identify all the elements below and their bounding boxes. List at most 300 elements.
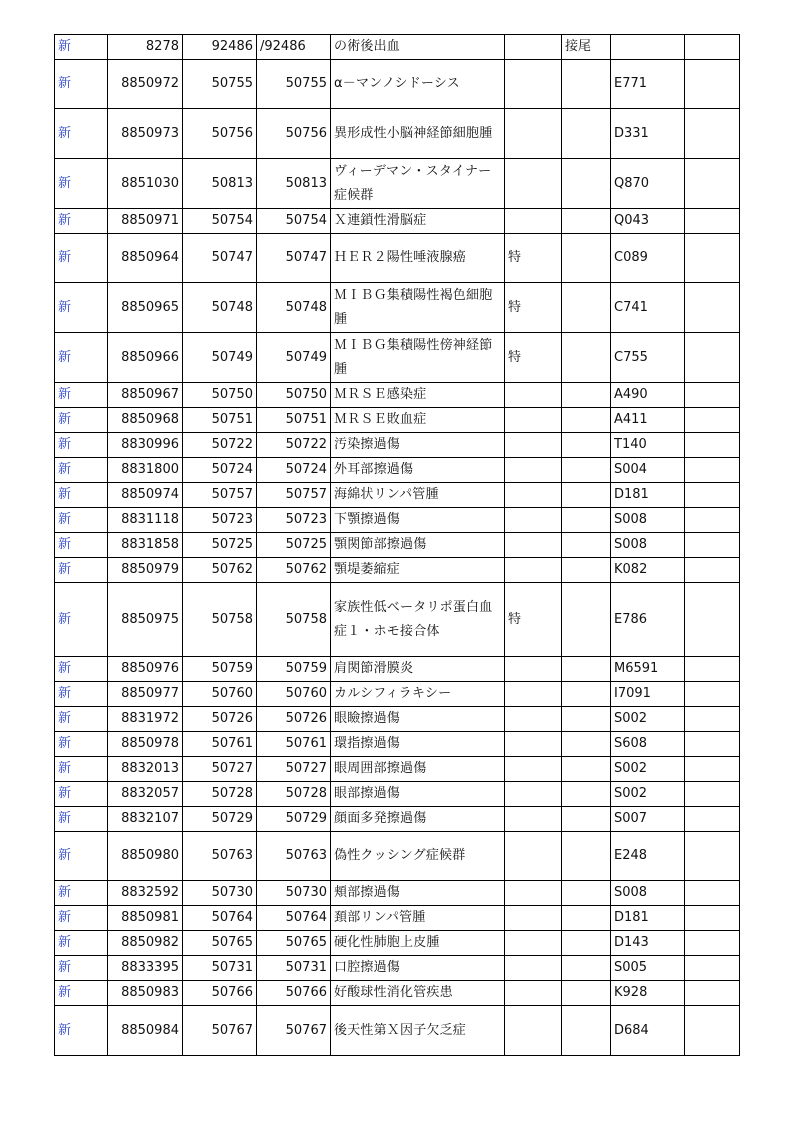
extra-cell [685, 458, 740, 483]
table-row [55, 583, 740, 657]
disease-name-cell: 下顎擦過傷 [331, 508, 505, 533]
icd-code-cell: I7091 [611, 682, 685, 707]
id1-cell: 50728 [183, 782, 257, 807]
extra-cell [685, 881, 740, 906]
disease-name-cell: 眼瞼擦過傷 [331, 707, 505, 732]
table-row [55, 383, 740, 408]
id1-cell: 50762 [183, 558, 257, 583]
icd-code-cell: D181 [611, 906, 685, 931]
flag-cell: 新 [55, 209, 108, 234]
code-cell: 8850979 [108, 558, 183, 583]
table-row [55, 333, 740, 383]
icd-code-cell [611, 35, 685, 60]
id1-cell: 50757 [183, 483, 257, 508]
type-cell [562, 558, 611, 583]
icd-code-cell: D181 [611, 483, 685, 508]
table-row [55, 931, 740, 956]
id2-cell: 50755 [257, 60, 331, 109]
table-row [55, 832, 740, 881]
table-row [55, 558, 740, 583]
disease-name-cell: 外耳部擦過傷 [331, 458, 505, 483]
flag-cell: 新 [55, 682, 108, 707]
extra-cell [685, 682, 740, 707]
special-flag-cell [505, 657, 562, 682]
id1-cell: 50766 [183, 981, 257, 1006]
flag-cell: 新 [55, 283, 108, 333]
table-row [55, 881, 740, 906]
flag-cell: 新 [55, 458, 108, 483]
disease-name-cell: ＭＲＳＥ敗血症 [331, 408, 505, 433]
disease-name-cell: 頬部擦過傷 [331, 881, 505, 906]
icd-code-cell: E248 [611, 832, 685, 881]
id1-cell: 50748 [183, 283, 257, 333]
special-flag-cell [505, 35, 562, 60]
disease-name-cell: 頚部リンパ管腫 [331, 906, 505, 931]
icd-code-cell: E786 [611, 583, 685, 657]
extra-cell [685, 383, 740, 408]
type-cell [562, 931, 611, 956]
table-row [55, 782, 740, 807]
id1-cell: 50726 [183, 707, 257, 732]
icd-code-cell: Q043 [611, 209, 685, 234]
special-flag-cell [505, 981, 562, 1006]
disease-name-cell: 異形成性小脳神経節細胞腫 [331, 109, 505, 159]
extra-cell [685, 558, 740, 583]
special-flag-cell [505, 956, 562, 981]
type-cell [562, 383, 611, 408]
extra-cell [685, 35, 740, 60]
disease-name-cell: ＨＥＲ２陽性唾液腺癌 [331, 234, 505, 283]
special-flag-cell [505, 682, 562, 707]
flag-cell: 新 [55, 707, 108, 732]
id1-cell: 50730 [183, 881, 257, 906]
icd-code-cell: S008 [611, 508, 685, 533]
id2-cell: 50726 [257, 707, 331, 732]
id2-cell: 50756 [257, 109, 331, 159]
extra-cell [685, 508, 740, 533]
id2-cell: 50754 [257, 209, 331, 234]
id2-cell: 50727 [257, 757, 331, 782]
extra-cell [685, 981, 740, 1006]
special-flag-cell [505, 159, 562, 209]
disease-code-table [54, 34, 740, 1056]
flag-cell: 新 [55, 234, 108, 283]
code-cell: 8850965 [108, 283, 183, 333]
id1-cell: 50750 [183, 383, 257, 408]
disease-name-cell: ヴィーデマン・スタイナー症候群 [331, 159, 505, 209]
extra-cell [685, 956, 740, 981]
disease-name-cell: 家族性低ベータリポ蛋白血症１・ホモ接合体 [331, 583, 505, 657]
extra-cell [685, 782, 740, 807]
type-cell [562, 707, 611, 732]
icd-code-cell: C755 [611, 333, 685, 383]
code-cell: 8830996 [108, 433, 183, 458]
special-flag-cell [505, 483, 562, 508]
code-cell: 8833395 [108, 956, 183, 981]
type-cell [562, 159, 611, 209]
special-flag-cell [505, 707, 562, 732]
special-flag-cell: 特 [505, 234, 562, 283]
special-flag-cell [505, 757, 562, 782]
disease-name-cell: カルシフィラキシー [331, 682, 505, 707]
flag-cell: 新 [55, 483, 108, 508]
id2-cell: 50758 [257, 583, 331, 657]
code-cell: 8831800 [108, 458, 183, 483]
id2-cell: 50751 [257, 408, 331, 433]
id1-cell: 50756 [183, 109, 257, 159]
extra-cell [685, 408, 740, 433]
id1-cell: 50729 [183, 807, 257, 832]
id1-cell: 50747 [183, 234, 257, 283]
id1-cell: 50754 [183, 209, 257, 234]
type-cell [562, 234, 611, 283]
id1-cell: 50758 [183, 583, 257, 657]
flag-cell: 新 [55, 657, 108, 682]
icd-code-cell: K928 [611, 981, 685, 1006]
type-cell [562, 832, 611, 881]
icd-code-cell: S007 [611, 807, 685, 832]
disease-name-cell: 顔面多発擦過傷 [331, 807, 505, 832]
flag-cell: 新 [55, 583, 108, 657]
special-flag-cell [505, 533, 562, 558]
id1-cell: 50760 [183, 682, 257, 707]
icd-code-cell: S608 [611, 732, 685, 757]
extra-cell [685, 732, 740, 757]
type-cell [562, 283, 611, 333]
flag-cell: 新 [55, 782, 108, 807]
type-cell [562, 906, 611, 931]
id1-cell: 50761 [183, 732, 257, 757]
disease-name-cell: 眼部擦過傷 [331, 782, 505, 807]
flag-cell: 新 [55, 931, 108, 956]
code-cell: 8851030 [108, 159, 183, 209]
type-cell [562, 732, 611, 757]
icd-code-cell: C741 [611, 283, 685, 333]
disease-name-cell: の術後出血 [331, 35, 505, 60]
disease-name-cell: 環指擦過傷 [331, 732, 505, 757]
flag-cell: 新 [55, 732, 108, 757]
id1-cell: 50813 [183, 159, 257, 209]
special-flag-cell [505, 782, 562, 807]
type-cell [562, 1006, 611, 1056]
table-row [55, 60, 740, 109]
type-cell [562, 483, 611, 508]
icd-code-cell: M6591 [611, 657, 685, 682]
type-cell [562, 583, 611, 657]
icd-code-cell: A411 [611, 408, 685, 433]
disease-name-cell: ＭＩＢＧ集積陽性褐色細胞腫 [331, 283, 505, 333]
code-cell: 8850966 [108, 333, 183, 383]
id2-cell: 50761 [257, 732, 331, 757]
flag-cell: 新 [55, 881, 108, 906]
id1-cell: 50723 [183, 508, 257, 533]
icd-code-cell: K082 [611, 558, 685, 583]
code-cell: 8850967 [108, 383, 183, 408]
id2-cell: 50731 [257, 956, 331, 981]
table-row [55, 807, 740, 832]
extra-cell [685, 807, 740, 832]
icd-code-cell: D143 [611, 931, 685, 956]
special-flag-cell: 特 [505, 283, 562, 333]
extra-cell [685, 209, 740, 234]
disease-name-cell: ＭＩＢＧ集積陽性傍神経節腫 [331, 333, 505, 383]
id2-cell: /92486 [257, 35, 331, 60]
table-row [55, 707, 740, 732]
flag-cell: 新 [55, 956, 108, 981]
code-cell: 8850981 [108, 906, 183, 931]
id1-cell: 50727 [183, 757, 257, 782]
table-row [55, 483, 740, 508]
extra-cell [685, 159, 740, 209]
code-cell: 8831858 [108, 533, 183, 558]
code-cell: 8850978 [108, 732, 183, 757]
special-flag-cell [505, 458, 562, 483]
type-cell [562, 458, 611, 483]
id1-cell: 92486 [183, 35, 257, 60]
disease-name-cell: α－マンノシドーシス [331, 60, 505, 109]
code-cell: 8850974 [108, 483, 183, 508]
id1-cell: 50731 [183, 956, 257, 981]
id2-cell: 50762 [257, 558, 331, 583]
table-row [55, 433, 740, 458]
disease-name-cell: ＭＲＳＥ感染症 [331, 383, 505, 408]
id2-cell: 50764 [257, 906, 331, 931]
icd-code-cell: S008 [611, 881, 685, 906]
extra-cell [685, 1006, 740, 1056]
table-row [55, 508, 740, 533]
type-cell [562, 807, 611, 832]
id2-cell: 50728 [257, 782, 331, 807]
flag-cell: 新 [55, 35, 108, 60]
table-row [55, 981, 740, 1006]
special-flag-cell [505, 832, 562, 881]
icd-code-cell: S002 [611, 782, 685, 807]
table-row [55, 757, 740, 782]
extra-cell [685, 483, 740, 508]
table-row [55, 1006, 740, 1056]
flag-cell: 新 [55, 508, 108, 533]
code-cell: 8850972 [108, 60, 183, 109]
disease-name-cell: 顎関節部擦過傷 [331, 533, 505, 558]
special-flag-cell [505, 408, 562, 433]
id2-cell: 50729 [257, 807, 331, 832]
id2-cell: 50763 [257, 832, 331, 881]
special-flag-cell [505, 433, 562, 458]
type-cell [562, 508, 611, 533]
flag-cell: 新 [55, 757, 108, 782]
special-flag-cell [505, 383, 562, 408]
code-cell: 8850968 [108, 408, 183, 433]
extra-cell [685, 757, 740, 782]
table-row [55, 109, 740, 159]
disease-name-cell: 口腔擦過傷 [331, 956, 505, 981]
table-row [55, 956, 740, 981]
id2-cell: 50765 [257, 931, 331, 956]
disease-name-cell: 硬化性肺胞上皮腫 [331, 931, 505, 956]
id2-cell: 50813 [257, 159, 331, 209]
table-row [55, 682, 740, 707]
type-cell [562, 782, 611, 807]
table-row [55, 35, 740, 60]
table-row [55, 159, 740, 209]
extra-cell [685, 333, 740, 383]
disease-name-cell: 好酸球性消化管疾患 [331, 981, 505, 1006]
id1-cell: 50764 [183, 906, 257, 931]
id2-cell: 50723 [257, 508, 331, 533]
type-cell: 接尾 [562, 35, 611, 60]
extra-cell [685, 283, 740, 333]
type-cell [562, 657, 611, 682]
code-cell: 8832107 [108, 807, 183, 832]
code-cell: 8850977 [108, 682, 183, 707]
disease-name-cell: 偽性クッシング症候群 [331, 832, 505, 881]
flag-cell: 新 [55, 1006, 108, 1056]
special-flag-cell [505, 931, 562, 956]
id1-cell: 50725 [183, 533, 257, 558]
id1-cell: 50755 [183, 60, 257, 109]
extra-cell [685, 109, 740, 159]
disease-name-cell: 肩関節滑膜炎 [331, 657, 505, 682]
icd-code-cell: S005 [611, 956, 685, 981]
type-cell [562, 682, 611, 707]
flag-cell: 新 [55, 159, 108, 209]
type-cell [562, 433, 611, 458]
disease-name-cell: Ｘ連鎖性滑脳症 [331, 209, 505, 234]
icd-code-cell: S002 [611, 707, 685, 732]
special-flag-cell [505, 558, 562, 583]
id2-cell: 50760 [257, 682, 331, 707]
code-cell: 8832013 [108, 757, 183, 782]
table-row [55, 283, 740, 333]
special-flag-cell [505, 109, 562, 159]
id1-cell: 50767 [183, 1006, 257, 1056]
code-cell: 8850973 [108, 109, 183, 159]
icd-code-cell: E771 [611, 60, 685, 109]
table-row [55, 458, 740, 483]
disease-name-cell: 眼周囲部擦過傷 [331, 757, 505, 782]
code-cell: 8831972 [108, 707, 183, 732]
id1-cell: 50751 [183, 408, 257, 433]
flag-cell: 新 [55, 533, 108, 558]
special-flag-cell: 特 [505, 333, 562, 383]
type-cell [562, 109, 611, 159]
icd-code-cell: S002 [611, 757, 685, 782]
flag-cell: 新 [55, 433, 108, 458]
special-flag-cell [505, 881, 562, 906]
flag-cell: 新 [55, 408, 108, 433]
type-cell [562, 333, 611, 383]
special-flag-cell [505, 906, 562, 931]
id2-cell: 50747 [257, 234, 331, 283]
extra-cell [685, 832, 740, 881]
icd-code-cell: D331 [611, 109, 685, 159]
table-row [55, 234, 740, 283]
type-cell [562, 757, 611, 782]
id1-cell: 50749 [183, 333, 257, 383]
extra-cell [685, 906, 740, 931]
flag-cell: 新 [55, 832, 108, 881]
icd-code-cell: C089 [611, 234, 685, 283]
type-cell [562, 881, 611, 906]
extra-cell [685, 234, 740, 283]
id1-cell: 50724 [183, 458, 257, 483]
id2-cell: 50757 [257, 483, 331, 508]
id2-cell: 50759 [257, 657, 331, 682]
flag-cell: 新 [55, 906, 108, 931]
icd-code-cell: Q870 [611, 159, 685, 209]
table-row [55, 408, 740, 433]
disease-name-cell: 海綿状リンパ管腫 [331, 483, 505, 508]
special-flag-cell: 特 [505, 583, 562, 657]
special-flag-cell [505, 60, 562, 109]
type-cell [562, 209, 611, 234]
flag-cell: 新 [55, 981, 108, 1006]
type-cell [562, 956, 611, 981]
icd-code-cell: S004 [611, 458, 685, 483]
table-row [55, 209, 740, 234]
id1-cell: 50765 [183, 931, 257, 956]
code-cell: 8832592 [108, 881, 183, 906]
extra-cell [685, 60, 740, 109]
type-cell [562, 408, 611, 433]
id2-cell: 50749 [257, 333, 331, 383]
code-cell: 8850971 [108, 209, 183, 234]
id2-cell: 50766 [257, 981, 331, 1006]
icd-code-cell: S008 [611, 533, 685, 558]
special-flag-cell [505, 1006, 562, 1056]
icd-code-cell: D684 [611, 1006, 685, 1056]
type-cell [562, 981, 611, 1006]
flag-cell: 新 [55, 333, 108, 383]
flag-cell: 新 [55, 383, 108, 408]
code-cell: 8850980 [108, 832, 183, 881]
table-row [55, 657, 740, 682]
special-flag-cell [505, 209, 562, 234]
flag-cell: 新 [55, 807, 108, 832]
code-cell: 8278 [108, 35, 183, 60]
id2-cell: 50730 [257, 881, 331, 906]
special-flag-cell [505, 807, 562, 832]
code-cell: 8850976 [108, 657, 183, 682]
code-cell: 8850982 [108, 931, 183, 956]
type-cell [562, 60, 611, 109]
extra-cell [685, 931, 740, 956]
extra-cell [685, 657, 740, 682]
id2-cell: 50725 [257, 533, 331, 558]
code-cell: 8832057 [108, 782, 183, 807]
code-cell: 8850983 [108, 981, 183, 1006]
special-flag-cell [505, 508, 562, 533]
icd-code-cell: A490 [611, 383, 685, 408]
disease-name-cell: 汚染擦過傷 [331, 433, 505, 458]
id1-cell: 50722 [183, 433, 257, 458]
extra-cell [685, 583, 740, 657]
table-body [55, 35, 740, 1056]
flag-cell: 新 [55, 558, 108, 583]
special-flag-cell [505, 732, 562, 757]
code-cell: 8850984 [108, 1006, 183, 1056]
code-cell: 8850964 [108, 234, 183, 283]
disease-name-cell: 後天性第Ｘ因子欠乏症 [331, 1006, 505, 1056]
id2-cell: 50722 [257, 433, 331, 458]
type-cell [562, 533, 611, 558]
id2-cell: 50724 [257, 458, 331, 483]
flag-cell: 新 [55, 109, 108, 159]
flag-cell: 新 [55, 60, 108, 109]
icd-code-cell: T140 [611, 433, 685, 458]
extra-cell [685, 533, 740, 558]
id1-cell: 50763 [183, 832, 257, 881]
